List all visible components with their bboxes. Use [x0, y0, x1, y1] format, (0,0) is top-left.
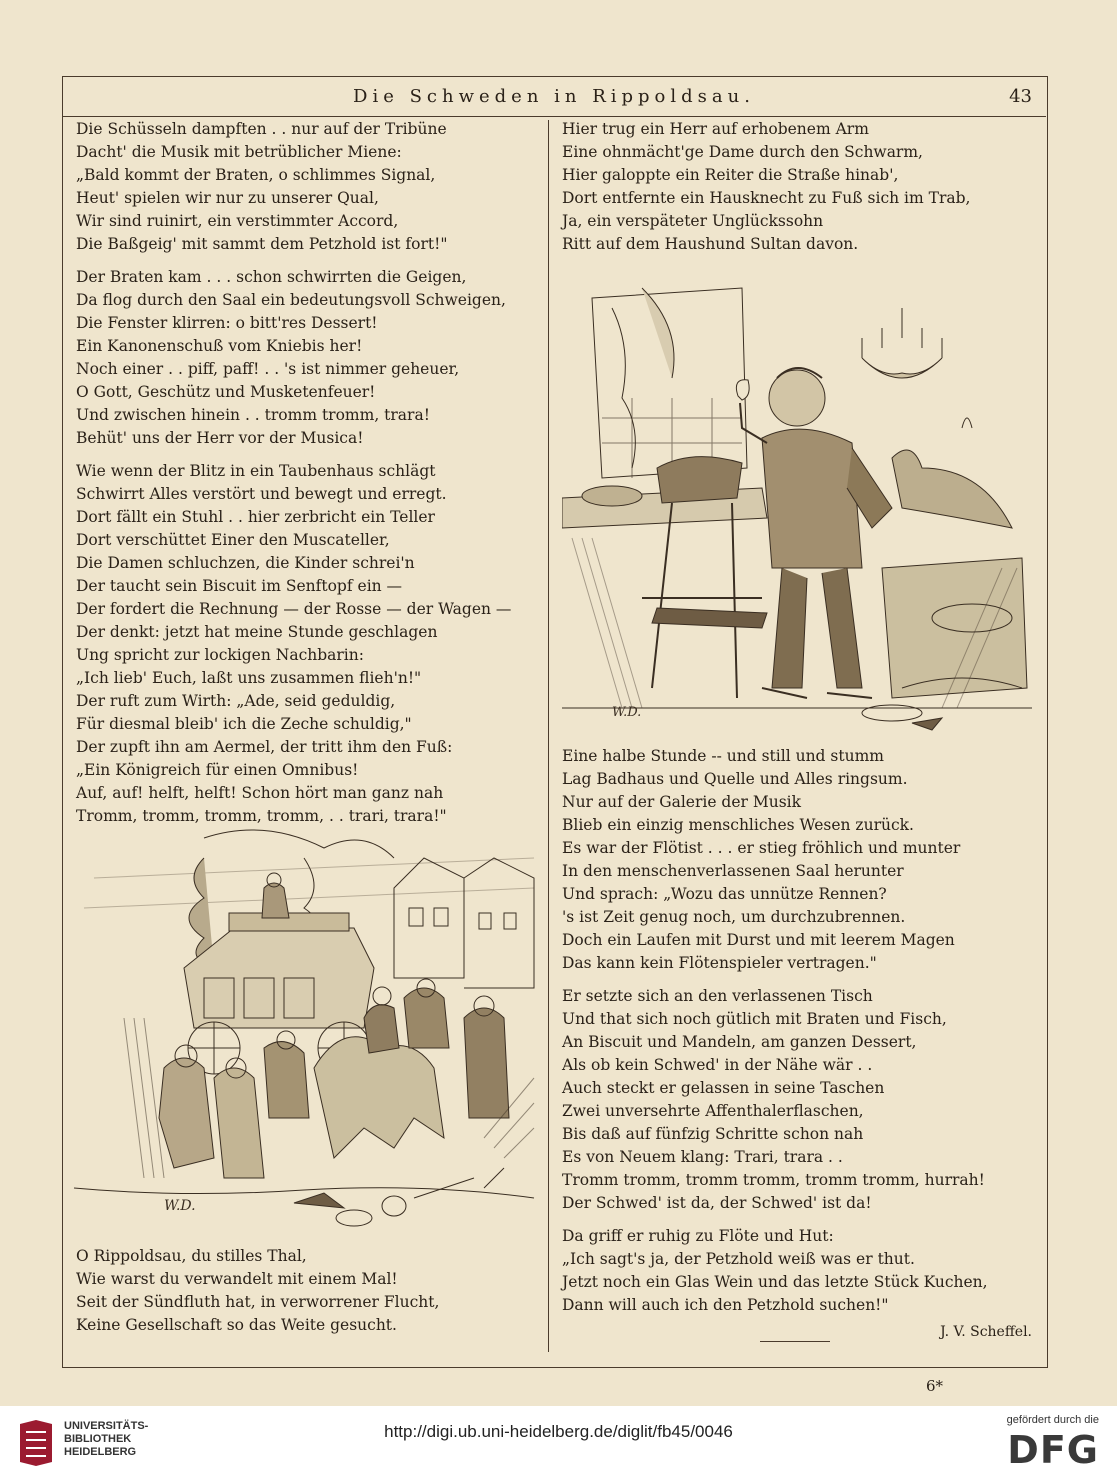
verse-line: Jetzt noch ein Glas Wein und das letzte Stück Kuchen, [562, 1273, 988, 1291]
verse-line: „Ich lieb' Euch, laßt uns zusammen flieh'n!" [76, 669, 422, 687]
verse-line: Bis daß auf fünfzig Schritte schon nah [562, 1125, 864, 1143]
page-number: 43 [1009, 86, 1032, 107]
verse-line: Und sprach: „Wozu das unnütze Rennen? [562, 885, 887, 903]
verse-line: Da griff er ruhig zu Flöte und Hut: [562, 1227, 834, 1245]
verse-line: Schwirrt Alles verstört und bewegt und erregt. [76, 485, 447, 503]
right-column-bottom [562, 745, 1032, 1344]
illustration-monogram: W.D. [164, 1198, 196, 1214]
stanza [76, 460, 542, 828]
verse-line: Der Schwed' ist da, der Schwed' ist da! [562, 1194, 872, 1212]
verse-line: Dort verschüttet Einer den Muscateller, [76, 531, 390, 549]
verse-line: Wie wenn der Blitz in ein Taubenhaus schlägt [76, 462, 436, 480]
funded-by-label: gefördert durch die [1006, 1414, 1099, 1426]
verse-line: Blieb ein einzig menschliches Wesen zurück. [562, 816, 914, 834]
verse-line: Es von Neuem klang: Trari, trara . . [562, 1148, 843, 1166]
left-column [76, 118, 542, 838]
engraving-coach-scene [64, 818, 542, 1244]
institution-line: UNIVERSITÄTS- [64, 1420, 149, 1432]
verse-line: Der denkt: jetzt hat meine Stunde geschlagen [76, 623, 438, 641]
author-signature: J. V. Scheffel. [940, 1324, 1032, 1340]
running-header [62, 76, 1046, 117]
verse-line: „Ein Königreich für einen Omnibus! [76, 761, 359, 779]
verse-line: Ein Kanonenschuß vom Kniebis her! [76, 337, 363, 355]
digitization-footer [0, 1406, 1117, 1482]
dfg-logo: DFG [1007, 1428, 1099, 1472]
verse-line: An Biscuit und Mandeln, am ganzen Dessert, [562, 1033, 917, 1051]
verse-line: Lag Badhaus und Quelle und Alles ringsum. [562, 770, 908, 788]
stanza [562, 745, 1032, 975]
verse-line: Heut' spielen wir nur zu unserer Qual, [76, 189, 379, 207]
right-column [562, 118, 1032, 266]
verse-line: Der fordert die Rechnung — der Rosse — der Wagen — [76, 600, 512, 618]
verse-line: Ritt auf dem Haushund Sultan davon. [562, 235, 859, 253]
verse-line: Die Schüsseln dampften . . nur auf der Tribüne [76, 120, 447, 138]
verse-line: Ja, ein verspäteter Unglückssohn [562, 212, 824, 230]
verse-line: Da flog durch den Saal ein bedeutungsvoll Schweigen, [76, 291, 506, 309]
verse-line: Auf, auf! helft, helft! Schon hört man ganz nah [76, 784, 444, 802]
sheet-signature-mark: 6* [926, 1377, 944, 1395]
verse-line: Dort entfernte ein Hausknecht zu Fuß sich im Trab, [562, 189, 971, 207]
header-title: Die Schweden in Rippoldsau. [353, 86, 755, 107]
verse-line: Ung spricht zur lockigen Nachbarin: [76, 646, 364, 664]
illustration-monogram: W.D. [612, 705, 642, 720]
verse-line: Behüt' uns der Herr vor der Musica! [76, 429, 364, 447]
verse-line: Wir sind ruinirt, ein verstimmter Accord, [76, 212, 399, 230]
verse-line: Es war der Flötist . . . er stieg fröhlich und munter [562, 839, 961, 857]
verse-line: Noch einer . . piff, paff! . . 's ist nimmer geheuer, [76, 360, 460, 378]
verse-line: O Gott, Geschütz und Musketenfeuer! [76, 383, 376, 401]
verse-line: Der ruft zum Wirth: „Ade, seid geduldig, [76, 692, 396, 710]
verse-line: Die Baßgeig' mit sammt dem Petzhold ist fort!" [76, 235, 448, 253]
verse-line: In den menschenverlassenen Saal herunter [562, 862, 904, 880]
illustration-flautist [562, 268, 1032, 736]
verse-line: „Bald kommt der Braten, o schlimmes Signal, [76, 166, 436, 184]
engraving-flautist-scene [562, 268, 1032, 736]
verse-line: 's ist Zeit genug noch, um durchzubrennen. [562, 908, 906, 926]
verse-line: Tromm, tromm, tromm, tromm, . . trari, trara!" [76, 807, 447, 825]
verse-line: Nur auf der Galerie der Musik [562, 793, 802, 811]
verse-line: Für diesmal bleib' ich die Zeche schuldig," [76, 715, 412, 733]
verse-line: Der Braten kam . . . schon schwirrten die Geigen, [76, 268, 467, 286]
verse-line: O Rippoldsau, du stilles Thal, [76, 1247, 307, 1265]
illustration-fleeing-crowd [64, 818, 542, 1244]
stanza [562, 118, 1032, 256]
verse-line: Hier galoppte ein Reiter die Straße hinab', [562, 166, 899, 184]
verse-line: Dacht' die Musik mit betrüblicher Miene: [76, 143, 402, 161]
verse-line: Der taucht sein Biscuit im Senftopf ein — [76, 577, 403, 595]
verse-line: Wie warst du verwandelt mit einem Mal! [76, 1270, 398, 1288]
verse-line: Und that sich noch gütlich mit Braten und Fisch, [562, 1010, 947, 1028]
verse-line: Tromm tromm, tromm tromm, tromm tromm, hurrah! [562, 1171, 985, 1189]
verse-line: Und zwischen hinein . . tromm tromm, trara! [76, 406, 430, 424]
stanza [76, 118, 542, 256]
verse-line: Als ob kein Schwed' in der Nähe wär . . [562, 1056, 873, 1074]
verse-line: Die Fenster klirren: o bitt'res Dessert! [76, 314, 378, 332]
verse-line: Auch steckt er gelassen in seine Taschen [562, 1079, 885, 1097]
stanza [562, 1225, 1032, 1317]
verse-line: Das kann kein Flötenspieler vertragen." [562, 954, 877, 972]
verse-line: Hier trug ein Herr auf erhobenem Arm [562, 120, 869, 138]
institution-line: HEIDELBERG [64, 1446, 137, 1458]
verse-line: Die Damen schluchzen, die Kinder schrei'n [76, 554, 415, 572]
verse-line: Dann will auch ich den Petzhold suchen!" [562, 1296, 889, 1314]
stanza [562, 985, 1032, 1215]
verse-line: „Ich sagt's ja, der Petzhold weiß was er thut. [562, 1250, 915, 1268]
verse-line: Der zupft ihn am Aermel, der tritt ihm den Fuß: [76, 738, 453, 756]
end-rule [760, 1341, 830, 1342]
verse-line: Seit der Sündfluth hat, in verworrener Flucht, [76, 1293, 440, 1311]
stanza [76, 1245, 542, 1337]
stanza [76, 266, 542, 450]
institution-line: BIBLIOTHEK [64, 1433, 132, 1445]
verse-line: Zwei unversehrte Affenthalerflaschen, [562, 1102, 864, 1120]
left-column-bottom [76, 1245, 542, 1347]
verse-line: Eine halbe Stunde -- und still und stumm [562, 747, 884, 765]
verse-line: Dort fällt ein Stuhl . . hier zerbricht ein Teller [76, 508, 435, 526]
permalink-url[interactable]: http://digi.ub.uni-heidelberg.de/diglit/fb45/0046 [384, 1422, 733, 1441]
verse-line: Er setzte sich an den verlassenen Tisch [562, 987, 873, 1005]
verse-line: Keine Gesellschaft so das Weite gesucht. [76, 1316, 397, 1334]
verse-line: Eine ohnmächt'ge Dame durch den Schwarm, [562, 143, 923, 161]
column-divider [548, 120, 549, 1352]
verse-line: Doch ein Laufen mit Durst und mit leerem Magen [562, 931, 955, 949]
